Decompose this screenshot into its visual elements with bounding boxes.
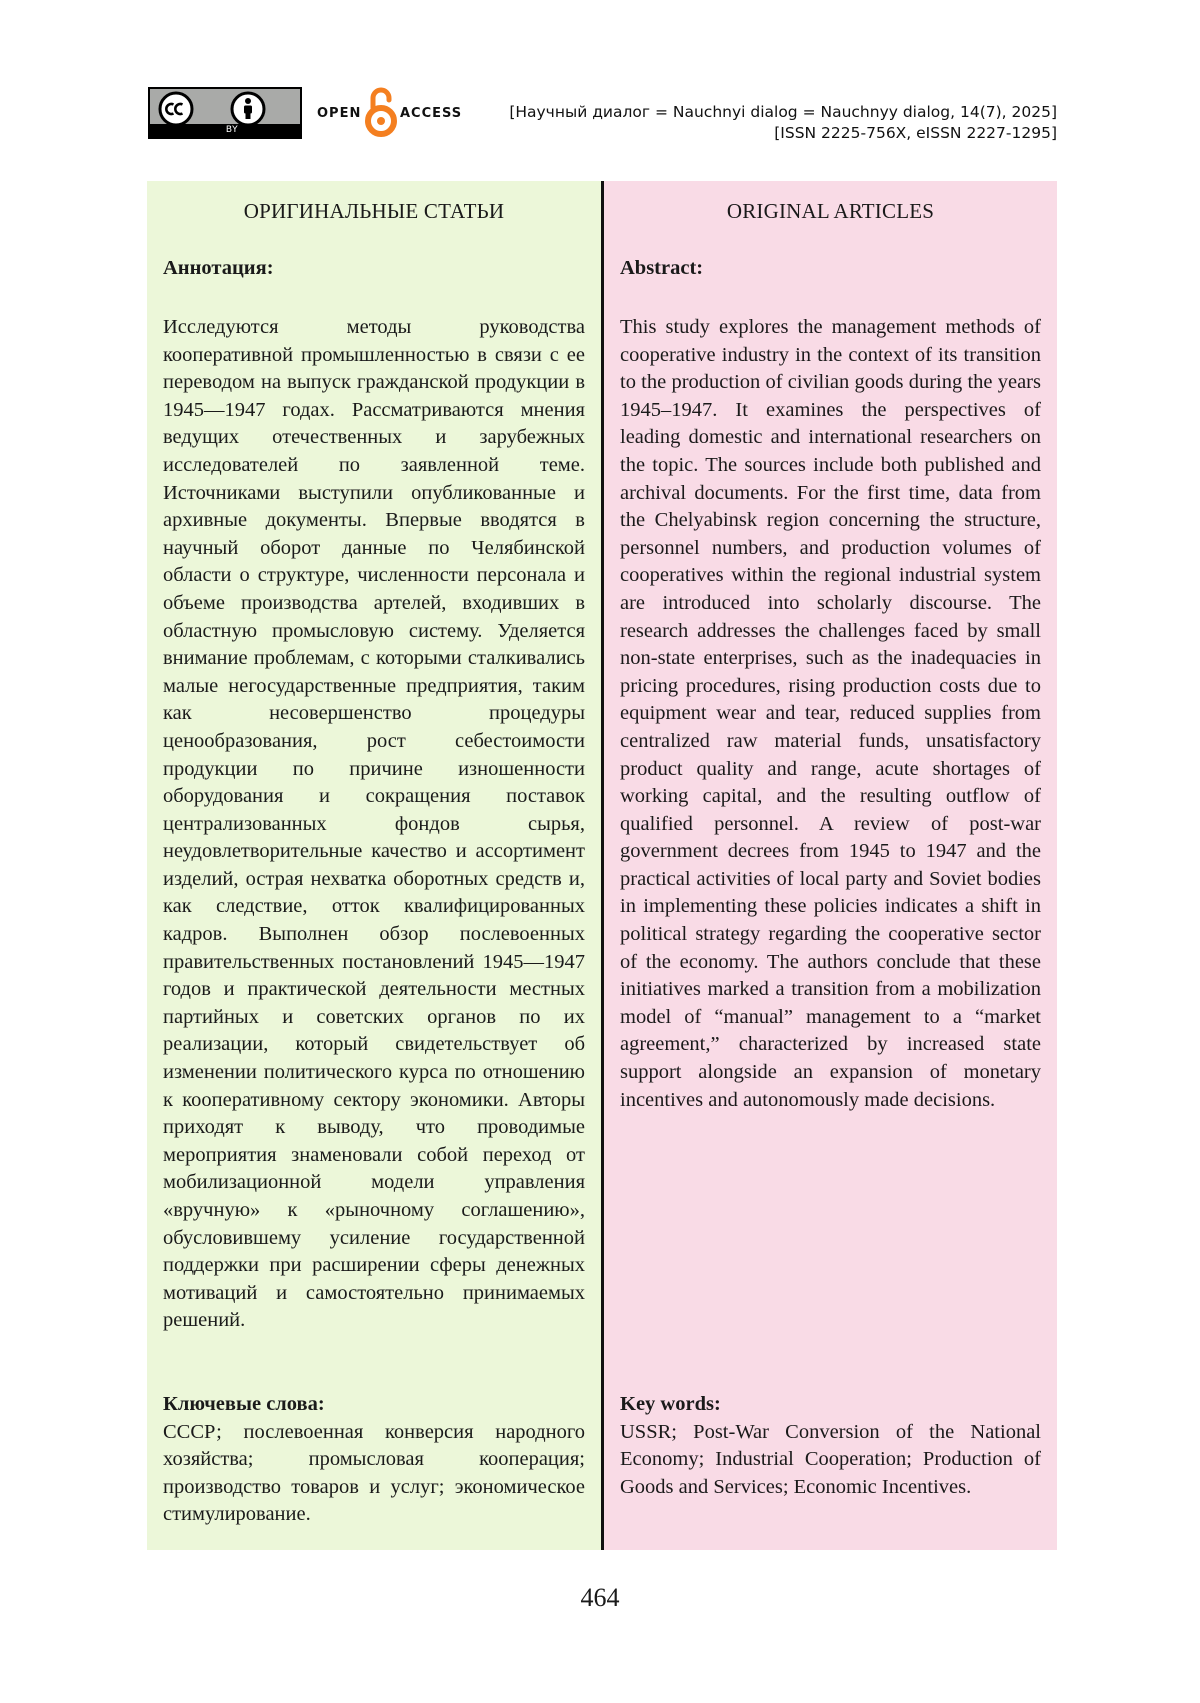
page-header bbox=[0, 0, 1200, 150]
keywords-text-ru: СССР; послевоенная конверсия народного хозяйства; промысловая кооперация; производство товаров и услуг; экономическое стимулирование. bbox=[163, 1420, 585, 1526]
keywords-label-en: Key words: bbox=[620, 1393, 721, 1415]
badge-by-label: BY bbox=[225, 125, 239, 135]
page-number: 464 bbox=[580, 1583, 620, 1612]
keywords-block-en bbox=[620, 1391, 1041, 1501]
citation-line-1: [Научный диалог = Nauchnyi dialog = Nauchnyy dialog, 14(7), 2025] bbox=[509, 103, 1057, 121]
open-access-word-access: ACCESS bbox=[400, 106, 463, 121]
keywords-block-ru bbox=[163, 1391, 585, 1529]
cc-icon bbox=[158, 91, 194, 127]
abstract-text-en: This study explores the management methods of cooperative industry in the context of its transition to the production of civilian goods during the years 1945–1947. It examines the perspectives of leading domestic and international researchers on the topic. The sources include both published and archival documents. For the first time, data from the Chelyabinsk region concerning the structure, personnel numbers, and production volumes of cooperatives within the regional industrial system are introduced into scholarly discourse. The research addresses the challenges faced by small non-state enterprises, such as the inadequacies in pricing procedures, rising production costs due to equipment wear and tear, reduced supplies from centralized raw material funds, unsatisfactory product quality and range, acute shortages of working capital, and the resulting outflow of qualified personnel. A review of post-war government decrees from 1945 to 1947 and the practical activities of local party and Soviet bodies in implementing these policies indicates a shift in political strategy regarding the cooperative sector of the economy. The authors conclude that these initiatives marked a transition from a mobilization model of “manual” management to a “market agreement,” characterized by increased state support alongside an expansion of monetary incentives and autonomously made decisions. bbox=[620, 316, 1041, 1111]
abstract-label-ru: Аннотация: bbox=[163, 257, 274, 279]
abstract-text-ru: Исследуются методы руководства кооперативной промышленностью в связи с ее переводом на выпуск гражданской продукции в 1945—1947 годах. Рассматриваются мнения ведущих отечественных и зарубежных исследователей по заявленной теме. Источниками выступили опубликованные и архивные документы. Впервые вводятся в научный оборот данные по Челябинской области о структуре, численности персонала и объеме производства артелей, входивших в областную промысловую систему. Уделяется внимание проблемам, с которыми сталкивались малые негосударственные предприятия, таким как несовершенство процедуры ценообразования, рост себестоимости продукции по причине изношенности оборудования и сокращения поставок централизованных фондов сырья, неудовлетворительные качество и ассортимент изделий, острая нехватка оборотных средств и, как следствие, отток квалифицированных кадров. Выполнен обзор послевоенных правительственных постановлений 1945—1947 годов и практической деятельности местных партийных и советских органов по их реализации, который свидетельствует об изменении политического курса по отношению к кооперативному сектору экономики. Авторы приходят к выводу, что проводимые мероприятия знаменовали собой переход от мобилизационной модели управления «вручную» к «рыночному соглашению», обусловившему усиление государственной поддержки при расширении сферы денежных мотиваций и самостоятельно принимаемых решений. bbox=[163, 316, 585, 1332]
open-access-word-open: OPEN bbox=[317, 106, 362, 121]
russian-column bbox=[147, 181, 601, 1550]
abstract-columns bbox=[147, 181, 1057, 1550]
abstract-label-en: Abstract: bbox=[620, 257, 704, 279]
open-access-lock-icon[interactable] bbox=[364, 86, 398, 138]
attribution-icon bbox=[230, 91, 266, 127]
keywords-label-ru: Ключевые слова: bbox=[163, 1393, 325, 1415]
english-column bbox=[604, 181, 1057, 1550]
citation-line-2: [ISSN 2225-756X, eISSN 2227-1295] bbox=[774, 124, 1057, 142]
cc-by-license-badge[interactable] bbox=[148, 87, 302, 139]
section-title-ru: ОРИГИНАЛЬНЫЕ СТАТЬИ bbox=[243, 199, 505, 223]
keywords-text-en: USSR; Post-War Conversion of the National Economy; Industrial Cooperation; Production of Goods and Services; Economic Incentives. bbox=[620, 1420, 1041, 1498]
journal-citation bbox=[509, 102, 1057, 144]
section-title-en: ORIGINAL ARTICLES bbox=[726, 199, 935, 223]
